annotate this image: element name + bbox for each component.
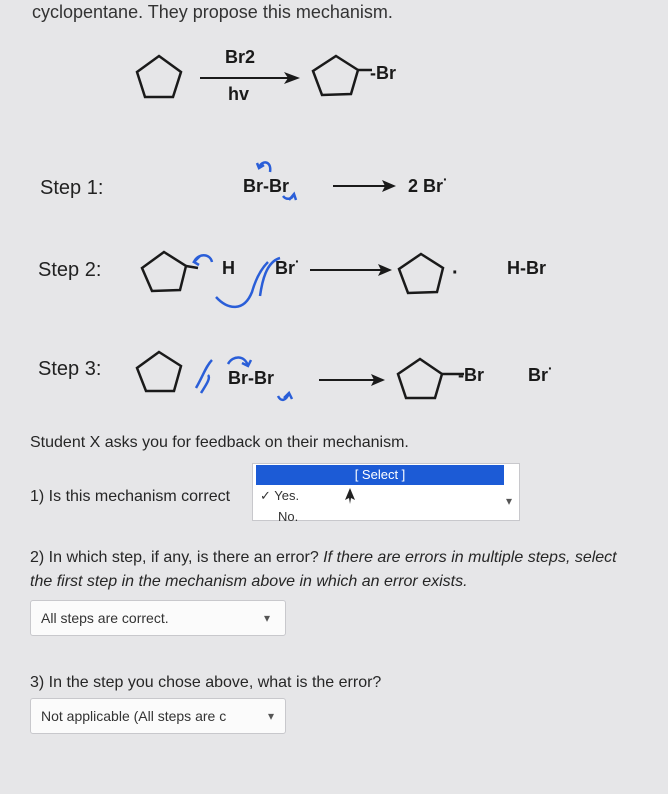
step1-br-br: Br-Br: [243, 176, 290, 196]
mouse-cursor-icon: [345, 488, 359, 504]
chevron-down-icon: ▾: [268, 709, 275, 723]
question-3: 3) In the step you chose above, what is the error?: [30, 674, 382, 691]
question-2: 2) In which step, if any, is there an error? If there are errors in multiple steps, select the first step in the mechanism above in which an error exists.: [30, 549, 617, 590]
feedback-intro: Student X asks you for feedback on their mechanism.: [30, 434, 409, 451]
reagent-br2: Br2: [225, 47, 256, 67]
radical-dot: ·: [452, 262, 459, 284]
step2-hbr: H-Br: [507, 258, 546, 278]
q2-select[interactable]: [30, 600, 286, 636]
product-br-label: -Br: [370, 63, 396, 83]
q1-option-select[interactable]: [ Select ]: [256, 465, 504, 485]
step2-br-radical: Br·: [275, 253, 300, 278]
step3-br-radical: Br·: [528, 360, 553, 385]
step3-label: Step 3:: [38, 358, 102, 380]
q2-selected-value: All steps are correct.: [41, 610, 169, 626]
step2-label: Step 2:: [38, 259, 102, 281]
q1-option-no[interactable]: No.: [278, 509, 299, 524]
cyclopentane-reactant: [137, 56, 181, 97]
cyclopentyl-radical: [399, 254, 443, 293]
q3-selected-value: Not applicable (All steps are c: [41, 708, 227, 724]
chevron-down-icon: ▾: [264, 611, 271, 625]
bromocyclopentane-step3: [398, 359, 442, 398]
q1-option-yes[interactable]: ✓ Yes.: [260, 488, 300, 503]
step1-product: 2 Br·: [408, 171, 448, 196]
step3-product-br: -Br: [458, 365, 484, 385]
reagent-hv: hv: [228, 84, 250, 104]
q3-select[interactable]: [30, 698, 286, 734]
step1-label: Step 1:: [40, 177, 104, 199]
intro-text: cyclopentane. They propose this mechanism.: [32, 2, 393, 22]
step3-br-br: Br-Br: [228, 368, 275, 388]
chevron-down-icon: ▾: [506, 494, 513, 508]
bromocyclopentane-product: [313, 56, 358, 95]
question-1: 1) Is this mechanism correct: [30, 488, 231, 505]
step2-cyclopentane: [142, 252, 186, 291]
step3-cyclopentyl-radical: [137, 352, 181, 391]
step2-h: H: [222, 258, 235, 278]
